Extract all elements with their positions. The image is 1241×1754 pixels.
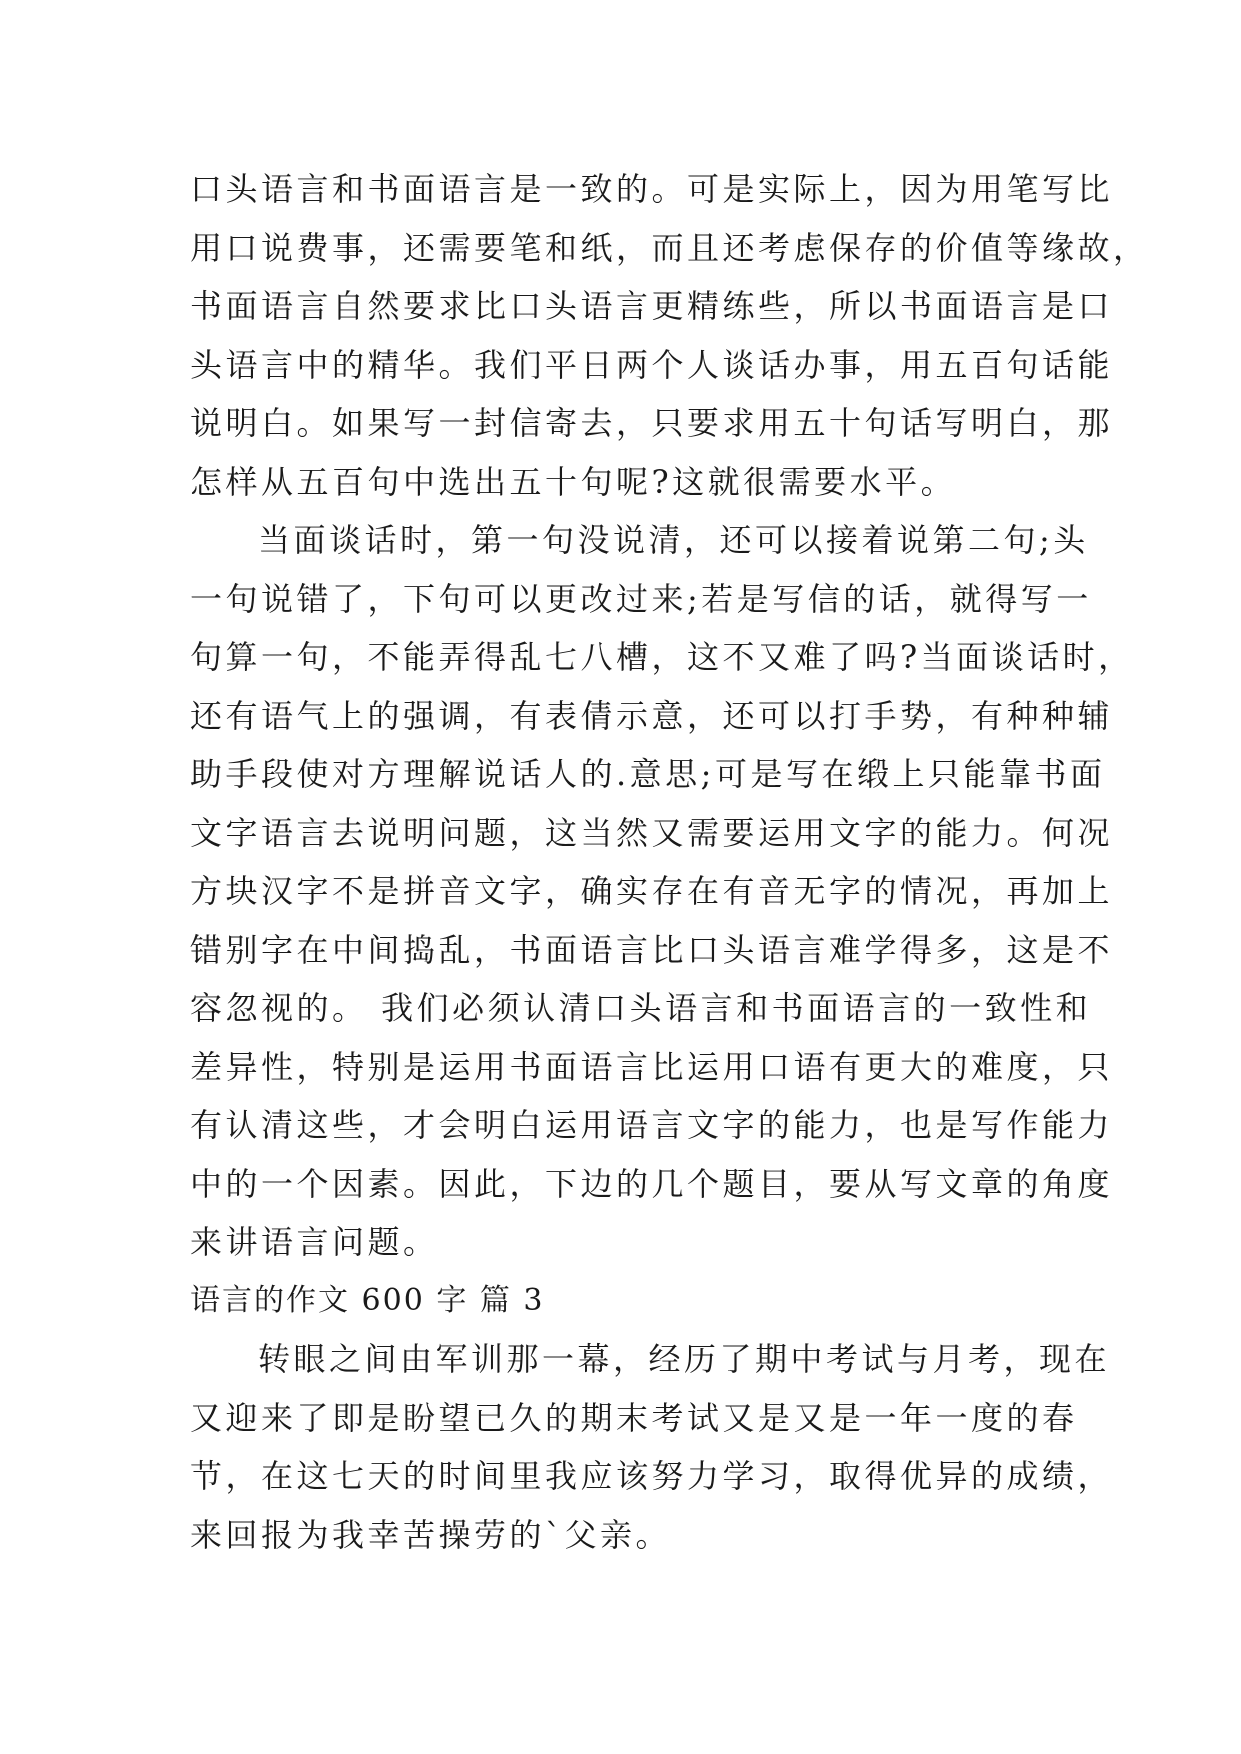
text-line: 当面谈话时，第一句没说清，还可以接着说第二句;头 xyxy=(258,521,1089,559)
text-line: 错别字在中间捣乱，书面语言比口头语言难学得多，这是不 xyxy=(190,930,1114,969)
text-line: 方块汉字不是拼音文字，确实存在有音无字的情况，再加上 xyxy=(190,872,1114,910)
text-line: 书面语言自然要求比口头语言更精练些，所以书面语言是口 xyxy=(190,287,1114,325)
text-line: 口头语言和书面语言是一致的。可是实际上，因为用笔写比 xyxy=(190,170,1114,208)
text-line: 句算一句，不能弄得乱七八槽，这不又难了吗?当面谈话时， xyxy=(190,638,1134,676)
text-line: 头语言中的精华。我们平日两个人谈话办事，用五百句话能 xyxy=(190,345,1114,384)
text-line: 怎样从五百句中选出五十句呢?这就很需要水平。 xyxy=(190,462,957,501)
text-line: 中的一个因素。因此，下边的几个题目，要从写文章的角度 xyxy=(190,1164,1114,1203)
text-line: 一句说错了，下句可以更改过来;若是写信的话，就得写一 xyxy=(190,579,1092,618)
text-line: 助手段使对方理解说话人的.意思;可是写在缎上只能靠书面 xyxy=(190,755,1106,793)
text-line: 用口说费事，还需要笔和纸，而且还考虑保存的价值等缘故， xyxy=(190,228,1149,267)
text-line: 转眼之间由军训那一幕，经历了期中考试与月考，现在 xyxy=(258,1340,1111,1378)
text-line: 说明白。如果写一封信寄去，只要求用五十句话写明白，那 xyxy=(190,404,1114,442)
text-line: 节，在这七天的时间里我应该努力学习，取得优异的成绩， xyxy=(190,1457,1114,1495)
document-body xyxy=(190,160,1149,1564)
text-line: 又迎来了即是盼望已久的期末考试又是又是一年一度的春 xyxy=(190,1398,1078,1437)
paragraph-2 xyxy=(190,511,1134,1272)
text-line: 来回报为我幸苦操劳的`父亲。 xyxy=(190,1515,672,1554)
paragraph-3 xyxy=(190,1330,1114,1564)
text-line: 还有语气上的强调，有表倩示意，还可以打手势，有种种辅 xyxy=(190,696,1114,735)
text-line: 差异性，特别是运用书面语言比运用口语有更大的难度，只 xyxy=(190,1047,1114,1086)
text-line: 有认清这些，才会明白运用语言文字的能力，也是写作能力 xyxy=(190,1106,1114,1144)
text-line: 文字语言去说明问题，这当然又需要运用文字的能力。何况 xyxy=(190,813,1114,852)
section-heading: 语言的作文 600 字 篇 3 xyxy=(190,1282,545,1318)
text-line: 来讲语言问题。 xyxy=(190,1223,439,1261)
text-line: 容忽视的。 我们必须认清口头语言和书面语言的一致性和 xyxy=(190,989,1092,1027)
paragraph-1 xyxy=(190,160,1149,511)
